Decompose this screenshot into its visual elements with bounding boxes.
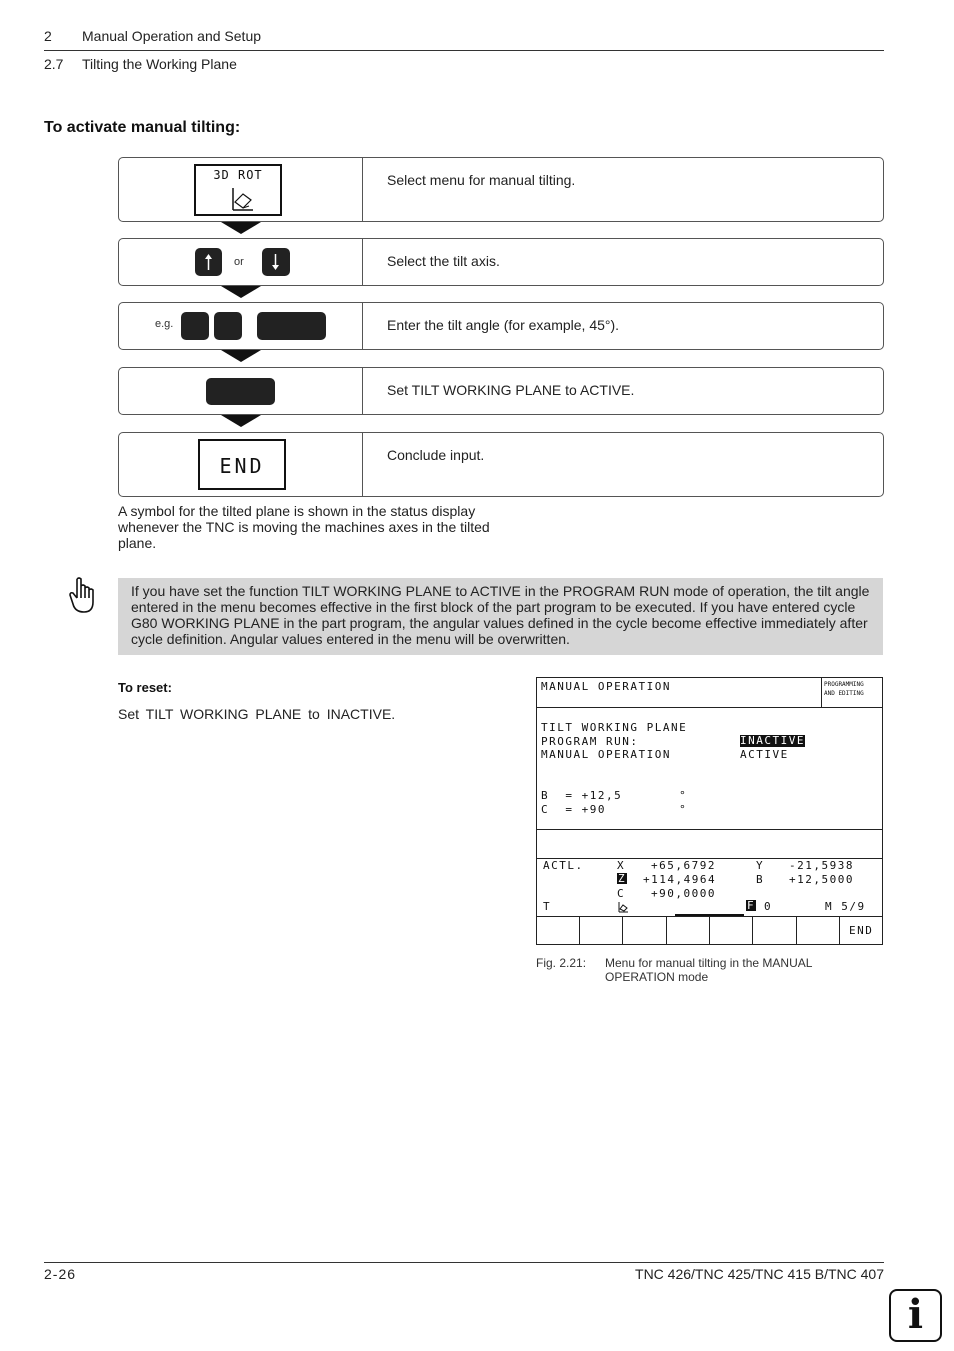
active-softkey[interactable] — [206, 378, 275, 405]
section-title: Tilting the Working Plane — [82, 56, 237, 72]
page-number: 2-26 — [44, 1266, 77, 1282]
x-axis-label: X — [617, 859, 626, 872]
z-axis-label: Z — [618, 872, 627, 885]
figure-caption-line2: OPERATION mode — [605, 970, 709, 984]
tool-label: T — [543, 900, 552, 913]
reset-heading: To reset: — [118, 680, 172, 695]
screen-mode2-line1: PROGRAMMING — [824, 681, 864, 688]
3d-rot-key[interactable] — [194, 164, 282, 216]
tilted-plane-icon — [229, 186, 255, 212]
screen-mode: MANUAL OPERATION — [541, 680, 671, 693]
actl-label: ACTL. — [543, 859, 584, 872]
step-enter-angle — [118, 302, 884, 350]
program-run-value[interactable]: INACTIVE — [740, 734, 805, 747]
header-rule — [44, 50, 884, 51]
step-divider — [362, 158, 363, 221]
y-axis-label: Y — [756, 859, 765, 872]
flow-arrow-icon — [221, 350, 261, 362]
step-description: Enter the tilt angle (for example, 45°). — [387, 317, 620, 333]
step-divider — [362, 239, 363, 285]
3d-rot-key-label: 3D ROT — [213, 168, 263, 182]
step-divider — [362, 433, 363, 496]
softkey-row — [537, 916, 882, 944]
step-conclude — [118, 432, 884, 497]
section-number: 2.7 — [44, 56, 64, 72]
info-icon — [889, 1289, 942, 1342]
arrow-down-icon — [271, 253, 280, 271]
status-display-text: A symbol for the tilted plane is shown in the status display whenever the TNC is moving the machines axes in the tilted plane. — [118, 503, 490, 551]
c-angle-line[interactable]: C = +90 ° — [541, 803, 688, 816]
softkey-6[interactable] — [753, 917, 797, 945]
note-text: If you have set the function TILT WORKING PLANE to ACTIVE in the PROGRAM RUN mode of operation, the tilt angle entered in the menu becomes effective in the first block of the part program to be executed. If you have entered cycle G80 WORKING PLANE in the part program, the angular values defined in the cycle become effective immediately after cycle definition. Angular values entered in the menu will be overwritten. — [131, 583, 870, 647]
manual-operation-label: MANUAL OPERATION — [541, 748, 671, 761]
screen-divider — [537, 829, 882, 830]
chapter-title: Manual Operation and Setup — [82, 28, 262, 44]
arrow-down-key[interactable] — [262, 248, 290, 276]
step-description: Conclude input. — [387, 447, 485, 463]
digit-5-key[interactable] — [214, 312, 242, 340]
digit-4-key[interactable] — [181, 312, 209, 340]
step-select-menu — [118, 157, 884, 222]
reset-text: Set TILT WORKING PLANE to INACTIVE. — [118, 706, 396, 722]
b-axis-value: +12,5000 — [789, 873, 854, 886]
step-set-active — [118, 367, 884, 415]
step-description: Select the tilt axis. — [387, 253, 500, 269]
softkey-2[interactable] — [580, 917, 623, 945]
step-description: Set TILT WORKING PLANE to ACTIVE. — [387, 382, 635, 398]
figure-caption-line1: Menu for manual tilting in the MANUAL — [605, 956, 813, 970]
page-heading: To activate manual tilting: — [44, 119, 241, 136]
screen-mode2 — [824, 680, 864, 698]
softkey-5[interactable] — [710, 917, 753, 945]
tilt-title: TILT WORKING PLANE — [541, 721, 688, 734]
chapter-number: 2 — [44, 28, 52, 44]
feed-label: F — [747, 899, 756, 912]
step-divider — [362, 368, 363, 414]
footer-rule — [44, 1262, 884, 1263]
note-box — [118, 578, 883, 655]
softkey-end[interactable] — [840, 917, 882, 945]
softkey-4[interactable] — [667, 917, 710, 945]
figure-number: Fig. 2.21: — [536, 956, 587, 970]
step-divider — [362, 303, 363, 349]
screen-header-divider — [821, 678, 822, 707]
tilted-plane-status-icon — [617, 901, 629, 913]
info-icon-glyph: i — [907, 1291, 924, 1338]
end-key-label: END — [219, 454, 265, 478]
end-key[interactable] — [198, 439, 286, 490]
feed-value: 0 — [764, 900, 773, 913]
flow-arrow-icon — [221, 415, 261, 427]
flow-arrow-icon — [221, 222, 261, 234]
x-axis-value: +65,6792 — [651, 859, 716, 872]
m-function-value: M 5/9 — [825, 900, 866, 913]
step-select-axis — [118, 238, 884, 286]
arrow-up-icon — [204, 253, 213, 271]
pointing-hand-icon — [66, 576, 98, 616]
softkey-end-label: END — [849, 924, 874, 937]
arrow-up-key[interactable] — [195, 248, 222, 276]
product-name: TNC 426/TNC 425/TNC 415 B/TNC 407 — [635, 1266, 884, 1282]
eg-label: e.g. — [155, 318, 174, 330]
tnc-screen — [536, 677, 883, 945]
c-axis-value: +90,0000 — [651, 887, 716, 900]
y-axis-value: -21,5938 — [789, 859, 854, 872]
softkey-3[interactable] — [623, 917, 667, 945]
enter-key[interactable] — [257, 312, 326, 340]
z-axis-value: +114,4964 — [643, 873, 717, 886]
b-axis-label: B — [756, 873, 765, 886]
flow-arrow-icon — [221, 286, 261, 298]
c-axis-label: C — [617, 887, 626, 900]
softkey-7[interactable] — [797, 917, 840, 945]
screen-mode2-line2: AND EDITING — [824, 690, 864, 697]
figure-caption — [605, 956, 812, 984]
program-run-label: PROGRAM RUN: — [541, 735, 639, 748]
step-description: Select menu for manual tilting. — [387, 172, 576, 188]
screen-header — [537, 678, 882, 708]
or-label: or — [234, 256, 244, 268]
softkey-1[interactable] — [537, 917, 580, 945]
b-angle-line[interactable]: B = +12,5 ° — [541, 789, 688, 802]
manual-operation-value[interactable]: ACTIVE — [740, 748, 789, 761]
